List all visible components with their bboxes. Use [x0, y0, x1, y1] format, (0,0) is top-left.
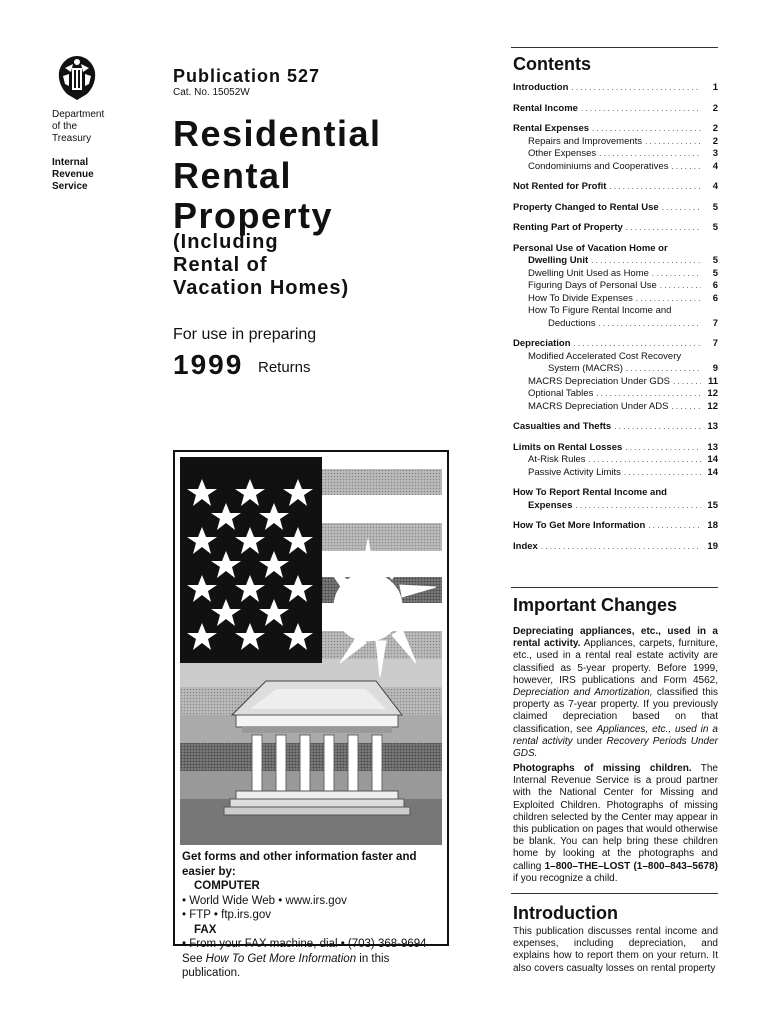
toc-group [513, 181, 718, 194]
tax-year: 1999 [173, 349, 244, 380]
toc-leader-dots [596, 388, 701, 401]
toc-entry[interactable] [513, 123, 718, 136]
section-rule [511, 47, 718, 48]
toc-entry[interactable] [513, 520, 718, 533]
toc-group [513, 243, 718, 331]
agency-line: Revenue [52, 169, 94, 180]
toc-entry-label: How To Get More Information [513, 520, 646, 531]
toc-entry[interactable] [513, 421, 718, 434]
subtitle-line: Vacation Homes) [173, 277, 350, 299]
toc-entry[interactable] [513, 82, 718, 95]
toc-leader-dots [671, 401, 701, 414]
toc-entry[interactable] [513, 280, 718, 293]
toc-page-number: 19 [707, 540, 718, 552]
subtitle-line: Rental of [173, 254, 268, 276]
toc-entry-label: Not Rented for Profit [513, 181, 607, 192]
toc-entry-label: Figuring Days of Personal Use [528, 280, 657, 291]
toc-entry[interactable] [513, 388, 718, 401]
see-more-line [182, 952, 444, 981]
agency-line: Internal [52, 157, 89, 168]
toc-group [513, 541, 718, 554]
paragraph-text: under [572, 735, 607, 747]
important-change-appliances [513, 626, 718, 760]
title-line: Rental [173, 155, 293, 196]
cross-reference: Appliances, etc., used in a rental activity [513, 723, 718, 747]
toc-page-number: 5 [712, 222, 718, 233]
toc-entry[interactable] [513, 202, 718, 215]
toc-entry-label: Optional Tables [528, 388, 594, 399]
paragraph-lead: Depreciating appliances, etc., used in a rental activity. [513, 626, 718, 650]
section-rule [511, 587, 718, 588]
toc-entry[interactable] [513, 541, 718, 554]
form-title: Depreciation and Amortization, [513, 687, 653, 699]
forms-info-heading: Get forms and other information faster and easier by: [182, 851, 417, 878]
toc-entry-label: Rental Income [513, 102, 578, 114]
toc-page-number: 1 [712, 82, 718, 93]
toc-entry[interactable] [513, 442, 718, 455]
toc-page-number: 2 [712, 135, 718, 147]
computer-label: COMPUTER [194, 880, 260, 892]
toc-entry[interactable] [513, 161, 718, 174]
toc-page-number: 5 [712, 255, 718, 266]
toc-entry-label: MACRS Depreciation Under GDS [528, 375, 671, 387]
toc-entry-label: Property Changed to Rental Use [513, 201, 659, 213]
toc-group [513, 338, 718, 413]
toc-page-number: 6 [712, 280, 718, 291]
toc-entry-label: At-Risk Rules [528, 454, 586, 465]
important-changes-heading: Important Changes [513, 595, 678, 615]
toc-page-number: 15 [707, 499, 718, 511]
toc-group [513, 82, 718, 95]
toc-group [513, 123, 718, 173]
toc-leader-dots [599, 318, 701, 331]
toc-page-number: 14 [707, 466, 718, 478]
toc-entry[interactable] [513, 181, 718, 194]
agency-line: Service [52, 181, 88, 192]
subtitle-line: (Including [173, 231, 279, 253]
toc-leader-dots [589, 454, 701, 467]
ftp-line: • FTP • ftp.irs.gov [182, 909, 272, 921]
toc-entry[interactable] [513, 103, 718, 116]
see-suffix: in this publication. [182, 952, 390, 979]
agency-block [52, 109, 137, 193]
hotline-number: 1–800–THE–LOST (1–800–843–5678) [544, 860, 718, 872]
returns-label: Returns [258, 359, 311, 376]
toc-entry[interactable] [513, 467, 718, 480]
toc-page-number: 4 [712, 181, 718, 192]
flag-and-building-illustration [180, 457, 442, 845]
catalog-number: Cat. No. 15052W [173, 87, 250, 98]
toc-page-number: 2 [712, 102, 718, 114]
paragraph-text: The Internal Revenue Service is a proud partner with the National Center for Missing and Exploited Children. Photographs of missing children selected by the Center may appear in this publication on pages that would otherwise be blank. You can help bring these children home by looking at the photographs and calling [513, 763, 718, 872]
toc-entry-label: Casualties and Thefts [513, 421, 612, 432]
toc-page-number: 14 [707, 454, 718, 465]
for-use-text: For use in preparing [173, 326, 317, 343]
toc-page-number: 3 [712, 148, 718, 159]
fax-label: FAX [194, 923, 217, 936]
publication-number: Publication 527 [173, 66, 321, 86]
toc-page-number: 18 [707, 520, 718, 531]
toc-leader-dots [581, 103, 701, 116]
toc-entry-label: Limits on Rental Losses [513, 441, 623, 453]
toc-entry[interactable] [513, 255, 718, 268]
toc-page-number: 13 [707, 421, 718, 432]
important-change-missing-children [513, 763, 718, 885]
toc-entry[interactable] [513, 222, 718, 235]
toc-entry-label: Index [513, 540, 538, 552]
toc-entry-label: Deductions [548, 317, 596, 329]
toc-entry[interactable] [513, 148, 718, 161]
toc-page-number: 7 [712, 317, 718, 329]
toc-leader-dots [624, 467, 701, 480]
toc-entry-label: Other Expenses [528, 148, 597, 159]
toc-leader-dots [660, 280, 701, 293]
toc-leader-dots [671, 161, 701, 174]
toc-entry-label: Expenses [528, 499, 573, 511]
toc-page-number: 9 [712, 363, 718, 374]
toc-entry-label: Personal Use of Vacation Home or [513, 242, 668, 254]
toc-entry[interactable] [513, 487, 718, 500]
agency-line: Treasury [52, 133, 92, 144]
paragraph-text: if you recognize a child. [513, 872, 618, 884]
irs-eagle-logo [53, 52, 101, 102]
agency-line: Department [52, 109, 105, 120]
toc-entry-label: Depreciation [513, 338, 571, 349]
toc-page-number: 2 [712, 123, 718, 134]
toc-entry[interactable] [513, 338, 718, 351]
toc-leader-dots [574, 338, 701, 351]
toc-entry[interactable] [513, 136, 718, 149]
toc-entry-label: Repairs and Improvements [528, 135, 643, 147]
toc-entry-label: Renting Part of Property [513, 222, 623, 233]
toc-entry[interactable] [513, 268, 718, 281]
toc-group [513, 103, 718, 116]
toc-entry-label: Rental Expenses [513, 123, 590, 134]
toc-leader-dots [592, 123, 701, 136]
toc-page-number: 12 [707, 400, 718, 412]
toc-leader-dots [626, 222, 701, 235]
toc-entry-label: Modified Accelerated Cost Recovery [528, 350, 682, 362]
toc-group [513, 487, 718, 512]
toc-leader-dots [636, 293, 701, 306]
title-line: Residential [173, 113, 382, 154]
contents-heading: Contents [513, 54, 591, 74]
toc-entry-label: How To Figure Rental Income and [528, 305, 672, 316]
toc-entry-label: System (MACRS) [548, 363, 623, 374]
agency-line: of the [52, 121, 78, 132]
toc-entry-label: How To Report Rental Income and [513, 487, 667, 498]
paragraph-text: Appliances, carpets, furniture, etc., used in a rental real estate activity are classified as 5-year property. Before 1999, however, IRS publications and Form 4562, [513, 638, 718, 686]
toc-entry-label: Dwelling Unit Used as Home [528, 267, 649, 279]
toc-leader-dots [599, 148, 701, 161]
toc-entry[interactable] [513, 401, 718, 414]
toc-leader-dots [609, 181, 701, 194]
toc-page-number: 12 [707, 388, 718, 399]
toc-leader-dots [673, 376, 701, 389]
toc-entry[interactable] [513, 243, 718, 256]
toc-leader-dots [571, 82, 701, 95]
toc-entry[interactable] [513, 500, 718, 513]
paragraph-lead: Photographs of missing children. [513, 763, 692, 774]
title-line: Property [173, 195, 334, 236]
table-of-contents [513, 82, 718, 561]
paragraph-text: classified this property as 7-year property. If you previously claimed depreciation based on that classification, see [513, 687, 718, 735]
toc-leader-dots [626, 363, 701, 376]
toc-entry[interactable] [513, 305, 718, 318]
toc-leader-dots [645, 136, 701, 149]
toc-entry[interactable] [513, 363, 718, 376]
toc-entry-label: MACRS Depreciation Under ADS [528, 400, 669, 412]
see-link-text[interactable]: How To Get More Information [205, 952, 357, 965]
toc-page-number: 13 [707, 441, 718, 453]
toc-entry-label: How To Divide Expenses [528, 292, 633, 304]
toc-entry[interactable] [513, 318, 718, 331]
toc-page-number: 6 [712, 292, 718, 304]
toc-leader-dots [541, 541, 701, 554]
toc-entry-label: Passive Activity Limits [528, 466, 621, 478]
toc-page-number: 5 [712, 201, 718, 213]
toc-entry[interactable] [513, 454, 718, 467]
toc-page-number: 7 [712, 338, 718, 349]
toc-entry[interactable] [513, 351, 718, 364]
toc-page-number: 4 [712, 160, 718, 172]
see-prefix: See [182, 952, 206, 965]
toc-leader-dots [648, 520, 701, 533]
toc-entry-label: Dwelling Unit [528, 255, 589, 266]
toc-entry-label: Condominiums and Cooperatives [528, 160, 669, 172]
www-line: • World Wide Web • www.irs.gov [182, 894, 347, 907]
toc-page-number: 11 [707, 375, 718, 387]
toc-group [513, 421, 718, 434]
toc-leader-dots [652, 268, 701, 281]
toc-entry[interactable] [513, 376, 718, 389]
cross-reference: Recovery Periods Under GDS. [513, 735, 718, 760]
toc-group [513, 202, 718, 215]
toc-page-number: 5 [712, 267, 718, 279]
toc-leader-dots [614, 421, 701, 434]
introduction-heading: Introduction [513, 903, 618, 923]
toc-entry[interactable] [513, 293, 718, 306]
toc-leader-dots [625, 442, 701, 455]
toc-group [513, 520, 718, 533]
fax-line: • From your FAX machine, dial • (703) 368-9694 [182, 938, 427, 950]
toc-group [513, 442, 718, 480]
toc-group [513, 222, 718, 235]
section-rule [511, 893, 718, 894]
forms-info-block [182, 850, 444, 981]
introduction-text: This publication discusses rental income and expenses, including depreciation, and explains how to report them on your return. It also covers casualty losses on rental property [513, 926, 718, 974]
toc-entry-label: Introduction [513, 82, 569, 93]
toc-leader-dots [591, 255, 701, 268]
toc-leader-dots [575, 500, 701, 513]
toc-leader-dots [662, 202, 701, 215]
